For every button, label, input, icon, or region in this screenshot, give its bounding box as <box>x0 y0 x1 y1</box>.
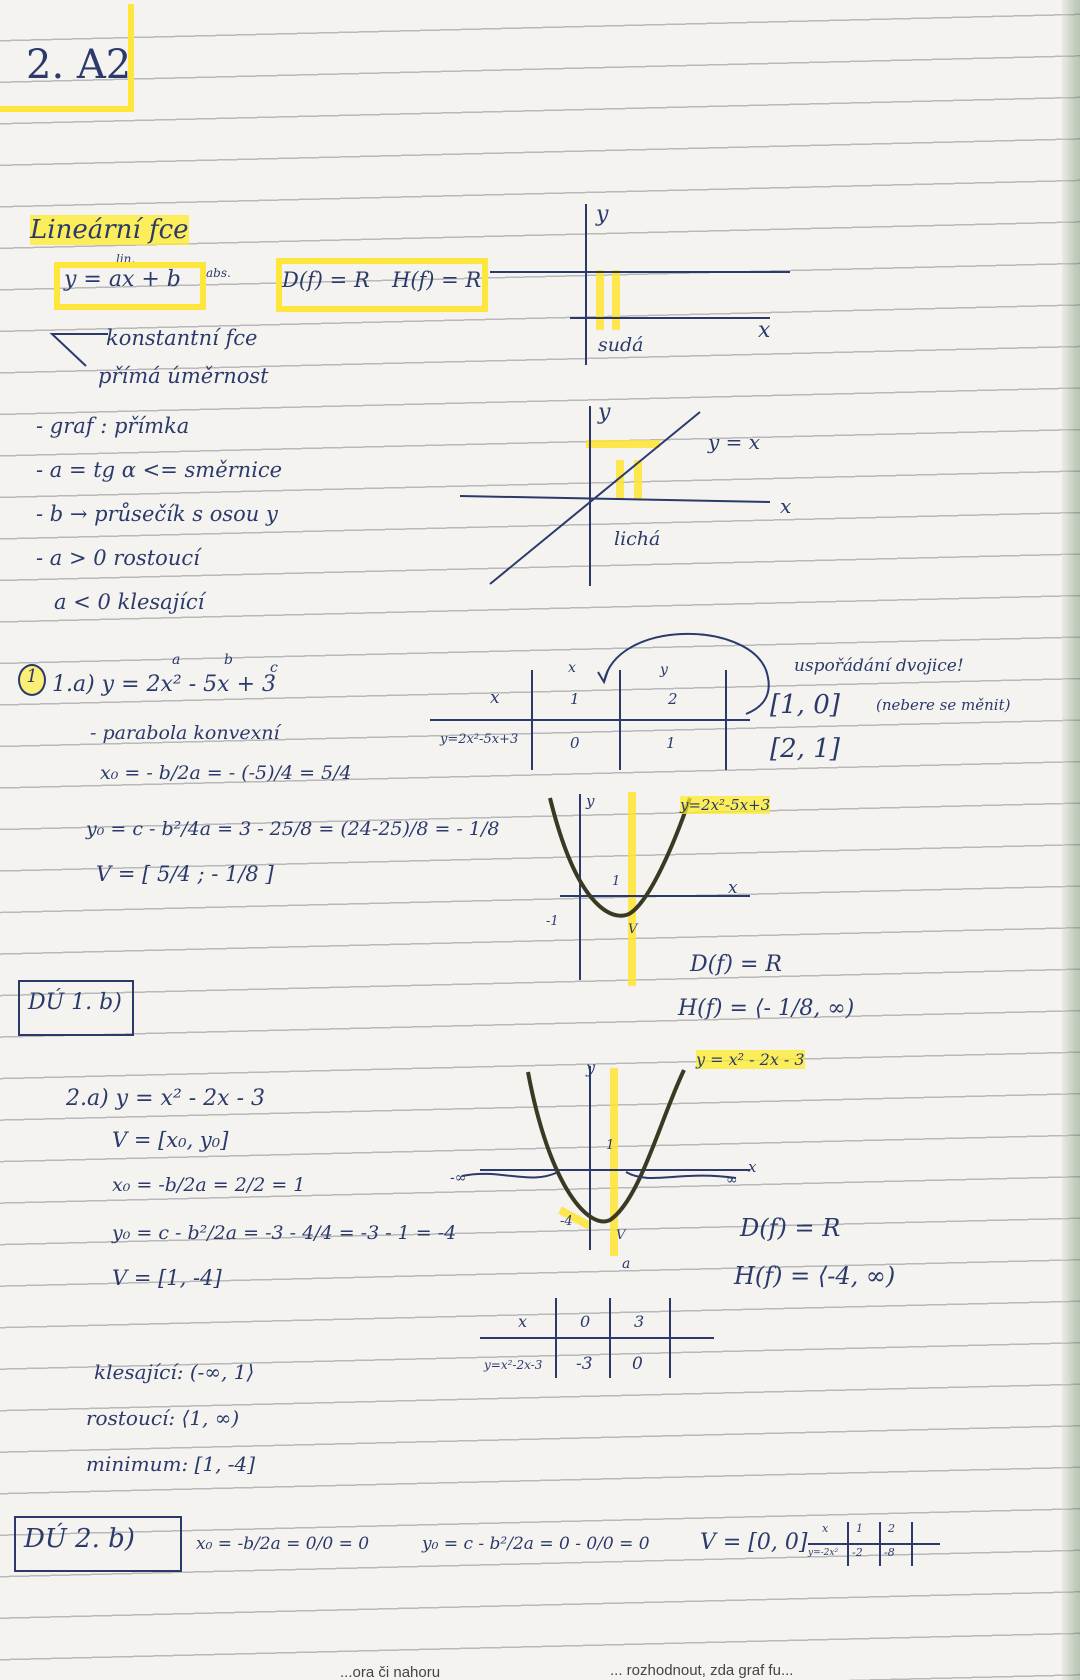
odd-x-axis <box>460 496 770 502</box>
odd-label: lichá <box>614 528 661 550</box>
linear-heading <box>30 215 189 245</box>
ex2-graph-one: 1 <box>606 1138 615 1153</box>
ex2-graph-y-label: y <box>586 1058 596 1077</box>
ex1-table-head-2: 2 <box>668 690 678 708</box>
ex1-table-row-1: 1 <box>666 734 676 752</box>
ex2-range: H(f) = ⟨-4, ∞) <box>734 1262 896 1290</box>
note-increasing: - a > 0 rostoucí <box>36 546 200 570</box>
ex1-graph-curve-label: y=2x²-5x+3 <box>680 796 771 814</box>
ex2-graph-vertex: V <box>616 1228 626 1243</box>
ex1-table-col-y: y <box>660 662 668 678</box>
ex1-coeff-b: b <box>224 652 233 668</box>
ex2-graph-minus4: -4 <box>560 1214 573 1229</box>
ex2-table-row-3: 0 <box>632 1354 643 1374</box>
ex1-y0: y₀ = c - b²/4a = 3 - 25/8 = (24-25)/8 = - 1/8 <box>86 818 500 840</box>
hw1-label: DÚ 1. b) <box>28 990 122 1015</box>
page-title: 2. A2 <box>26 42 132 88</box>
linear-range: H(f) = R <box>392 268 482 292</box>
odd-line-label: y = x <box>708 430 761 454</box>
hw2-vertex: V = [0, 0] <box>700 1530 808 1555</box>
hw2-table-row-label: y=-2x² <box>808 1548 839 1558</box>
ex2-graph-pos-inf: ∞ <box>726 1172 738 1188</box>
footer-text-left: ...ora či nahoru <box>340 1664 441 1680</box>
hw2-table-head-x: x <box>822 1522 829 1535</box>
note-decreasing: a < 0 klesající <box>54 590 205 614</box>
ex1-parabola <box>550 798 690 916</box>
even-label: sudá <box>598 334 644 356</box>
ex2-graph <box>440 1060 770 1260</box>
ex1-graph-vertex: V <box>628 922 638 937</box>
ex1-graph-one: 1 <box>612 874 621 889</box>
ex1-graph-y-label: y <box>586 792 595 810</box>
linear-formula: y = ax + b <box>64 267 181 292</box>
even-y-label: y <box>596 202 609 227</box>
ex1-equation: 1.a) y = 2x² - 5x + 3 <box>52 672 276 697</box>
hw2-y0: y₀ = c - b²/2a = 0 - 0/0 = 0 <box>422 1534 650 1554</box>
hw2-table-row-1: -2 <box>852 1546 863 1559</box>
ex1-table-row-label: y=2x²-5x+3 <box>440 732 519 747</box>
even-x-label: x <box>758 318 771 343</box>
hw2-table-head-1: 1 <box>856 1522 863 1535</box>
ex2-domain: D(f) = R <box>740 1214 841 1242</box>
ex2-minimum: minimum: [1, -4] <box>86 1452 256 1476</box>
ex1-pairs-arrow <box>596 630 776 740</box>
hw2-x0: x₀ = -b/2a = 0/0 = 0 <box>196 1534 370 1554</box>
hw2-table-grid <box>808 1520 948 1570</box>
note-slope: - a = tg α <= směrnice <box>36 458 283 482</box>
ex1-coeff-a: a <box>172 652 181 668</box>
ex1-table-head-1: 1 <box>570 690 580 708</box>
hw2-table-row-2: -8 <box>884 1546 895 1559</box>
ex1-x0: x₀ = - b/2a = - (-5)/4 = 5/4 <box>100 762 352 784</box>
ex2-y0: y₀ = c - b²/2a = -3 - 4/4 = -3 - 1 = -4 <box>112 1222 457 1244</box>
linear-domain: D(f) = R <box>282 268 370 292</box>
ex2-vertex-def: V = [x₀, y₀] <box>112 1128 229 1152</box>
ex1-coeff-c: c <box>270 660 278 676</box>
ex2-increasing: rostoucí: ⟨1, ∞) <box>86 1406 240 1430</box>
ex1-domain: D(f) = R <box>690 952 782 977</box>
ex2-graph-neg-inf: -∞ <box>450 1170 467 1186</box>
ex1-pairs-note: uspořádání dvojice! <box>794 656 964 676</box>
ex1-pairs-comment: (nebere se měnit) <box>876 696 1011 714</box>
graph-odd <box>460 400 810 590</box>
ex2-graph-curve-label: y = x² - 2x - 3 <box>696 1050 805 1069</box>
ex1-vertex: V = [ 5/4 ; - 1/8 ] <box>96 862 274 886</box>
ex1-table-col-x: x <box>568 660 576 676</box>
odd-y-label: y <box>598 400 611 425</box>
ex2-table-row-label: y=x²-2x-3 <box>484 1358 543 1372</box>
ex1-range: H(f) = ⟨- 1/8, ∞) <box>678 996 855 1021</box>
ex2-table-head-3: 3 <box>634 1312 645 1331</box>
note-intercept: - b → průsečík s osou y <box>36 502 278 526</box>
ex2-graph-a: a <box>622 1256 631 1272</box>
note-constant: konstantní fce <box>106 326 258 350</box>
tag-abs: abs. <box>206 266 231 280</box>
ex1-pair-2: [2, 1] <box>770 734 840 764</box>
ex2-equation: 2.a) y = x² - 2x - 3 <box>66 1086 265 1111</box>
tag-lin: lin. <box>116 252 136 266</box>
ex1-parabola-note: - parabola konvexní <box>90 722 280 744</box>
ex2-table-row-0: -3 <box>576 1354 593 1374</box>
hw2-label: DÚ 2. b) <box>24 1524 135 1554</box>
ex1-pair-1: [1, 0] <box>770 690 840 720</box>
ex1-graph-minus1: -1 <box>546 914 559 929</box>
note-graph: - graf : přímka <box>36 414 190 438</box>
ex2-graph-x-label: x <box>748 1158 757 1176</box>
note-proportion: přímá úměrnost <box>98 364 269 388</box>
ex1-table-head-x: x <box>490 688 500 708</box>
ex2-x0: x₀ = -b/2a = 2/2 = 1 <box>112 1174 306 1196</box>
odd-x-label: x <box>780 494 792 518</box>
linear-heading-text: Lineární fce <box>30 215 189 245</box>
ex2-table-head-x: x <box>518 1312 528 1331</box>
hw2-table-head-2: 2 <box>888 1522 895 1535</box>
ex2-table-head-0: 0 <box>580 1312 591 1331</box>
ex2-vertex: V = [1, -4] <box>112 1266 222 1290</box>
ex1-table-row-0: 0 <box>570 734 580 752</box>
ex1-graph-x-label: x <box>728 878 738 898</box>
ex2-decreasing: klesající: (-∞, 1⟩ <box>94 1360 255 1384</box>
ex1-circle-number: 1 <box>18 664 46 696</box>
ex2-left-brace <box>462 1172 558 1178</box>
footer-text-right: ... rozhodnout, zda graf fu... <box>610 1662 794 1679</box>
